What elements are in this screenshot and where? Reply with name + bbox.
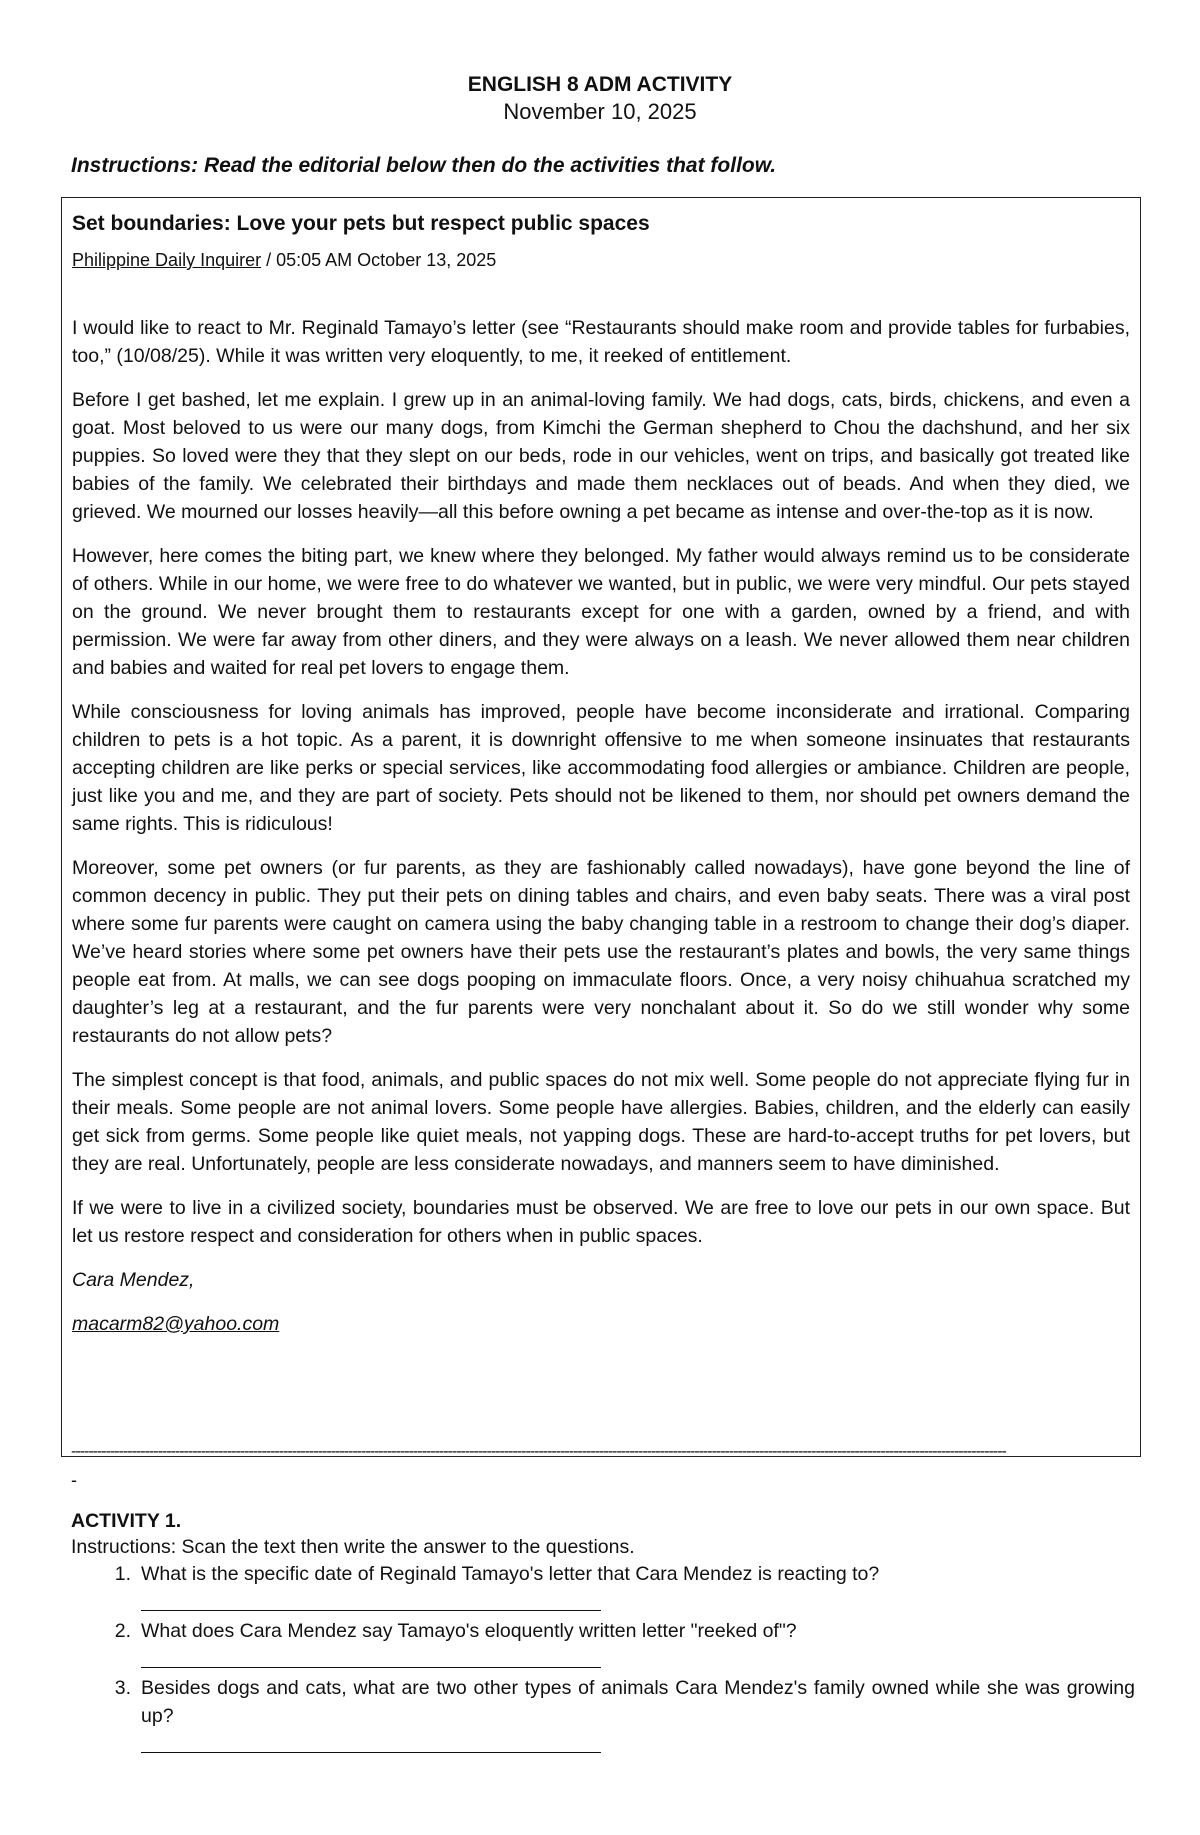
editorial-paragraph: The simplest concept is that food, animals, and public spaces do not mix well. Some people do not appreciate flying fur in their meals. Some people are not animal lovers. Some people have allergies. Babies, children, and the elderly can easily get sick from germs. Some people like quiet meals, not yapping dogs. These are hard-to-accept truths for pet lovers, but they are real. Unfortunately, people are less considerate nowadays, and manners seem to have diminished.	[72, 1069, 1130, 1175]
main-instructions: Instructions: Read the editorial below then do the activities that follow.	[71, 154, 777, 177]
editorial-paragraph: I would like to react to Mr. Reginald Tamayo’s letter (see “Restaurants should make room and provide tables for furbabies, too,” (10/08/25). While it was written very eloquently, to me, it reeked of entitlement.	[72, 317, 1130, 367]
editorial-headline: Set boundaries: Love your pets but respect public spaces	[72, 212, 650, 235]
activity-section	[71, 1508, 1135, 1759]
question-number: 2.	[114, 1620, 131, 1642]
question-item	[71, 1560, 1135, 1615]
separator-tail: -	[71, 1470, 77, 1490]
author-signature: Cara Mendez,	[72, 1269, 195, 1291]
question-text: What does Cara Mendez say Tamayo's eloquently written letter "reeked of"?	[141, 1620, 797, 1642]
editorial-box	[61, 197, 1141, 1457]
question-body	[141, 1560, 1135, 1615]
answer-blank[interactable]	[141, 1645, 601, 1668]
editorial-paragraph: Before I get bashed, let me explain. I grew up in an animal-loving family. We had dogs, cats, birds, chickens, and even a goat. Most beloved to us were our many dogs, from Kimchi the German shepherd to Chou the dachshund, and her six puppies. So loved were they that they slept on our beds, rode in our vehicles, went on trips, and basically got treated like babies of the family. We celebrated their birthdays and made them necklaces out of beads. And when they died, we grieved. We mourned our losses heavily—all this before owning a pet became as intense and over-the-top as it is now.	[72, 389, 1130, 523]
answer-blank[interactable]	[141, 1588, 601, 1611]
activity-instructions: Instructions: Scan the text then write the answer to the questions.	[71, 1536, 635, 1558]
editorial-timestamp: / 05:05 AM October 13, 2025	[261, 250, 497, 270]
editorial-paragraph: Moreover, some pet owners (or fur parents, as they are fashionably called nowadays), have gone beyond the line of common decency in public. They put their pets on dining tables and chairs, and even baby seats. There was a viral post where some fur parents were caught on camera using the baby changing table in a restroom to change their dog’s diaper. We’ve heard stories where some pet owners have their pets use the restaurant’s plates and bowls, the very same things people eat from. At malls, we can see dogs pooping on immaculate floors. Once, a very noisy chihuahua scratched my daughter’s leg at a restaurant, and the fur parents were very nonchalant about it. So do we still wonder why some restaurants do not allow pets?	[72, 857, 1130, 1047]
document-date: November 10, 2025	[503, 99, 697, 124]
question-item	[71, 1617, 1135, 1672]
question-list	[71, 1560, 1135, 1757]
separator-dashes: ------------------------------------------------------------------------------------------------------------------------------------------------------------------------------------------------------------------------	[71, 1443, 1006, 1460]
question-item	[71, 1674, 1135, 1757]
question-body	[141, 1617, 1135, 1672]
answer-blank[interactable]	[141, 1730, 601, 1753]
question-text: Besides dogs and cats, what are two other types of animals Cara Mendez's family owned while she was growing up?	[141, 1677, 1135, 1727]
question-body	[141, 1674, 1135, 1757]
document-title: ENGLISH 8 ADM ACTIVITY	[467, 73, 733, 96]
author-email-link[interactable]: macarm82@yahoo.com	[72, 1313, 280, 1335]
editorial-paragraph: While consciousness for loving animals has improved, people have become inconsiderate and irrational. Comparing children to pets is a hot topic. As a parent, it is downright offensive to me when someone insinuates that restaurants accepting children are like perks or special services, like accommodating food allergies or ambiance. Children are people, just like you and me, and they are part of society. Pets should not be likened to them, nor should pet owners demand the same rights. This is ridiculous!	[72, 701, 1130, 835]
question-number: 3.	[114, 1677, 131, 1699]
editorial-paragraph: If we were to live in a civilized society, boundaries must be observed. We are free to love our pets in our own space. But let us restore respect and consideration for others when in public spaces.	[72, 1197, 1130, 1247]
editorial-source	[72, 248, 1130, 272]
question-text: What is the specific date of Reginald Tamayo's letter that Cara Mendez is reacting to?	[141, 1563, 880, 1585]
publication-link[interactable]: Philippine Daily Inquirer	[72, 250, 262, 270]
activity-title: ACTIVITY 1.	[71, 1510, 182, 1532]
question-number: 1.	[114, 1563, 131, 1585]
editorial-paragraph: However, here comes the biting part, we knew where they belonged. My father would always remind us to be considerate of others. While in our home, we were free to do whatever we wanted, but in public, we were very mindful. Our pets stayed on the ground. We never brought them to restaurants except for one with a garden, owned by a friend, and with permission. We were far away from other diners, and they were always on a leash. We never allowed them near children and babies and waited for real pet lovers to engage them.	[72, 545, 1130, 679]
document-header	[0, 72, 1200, 126]
